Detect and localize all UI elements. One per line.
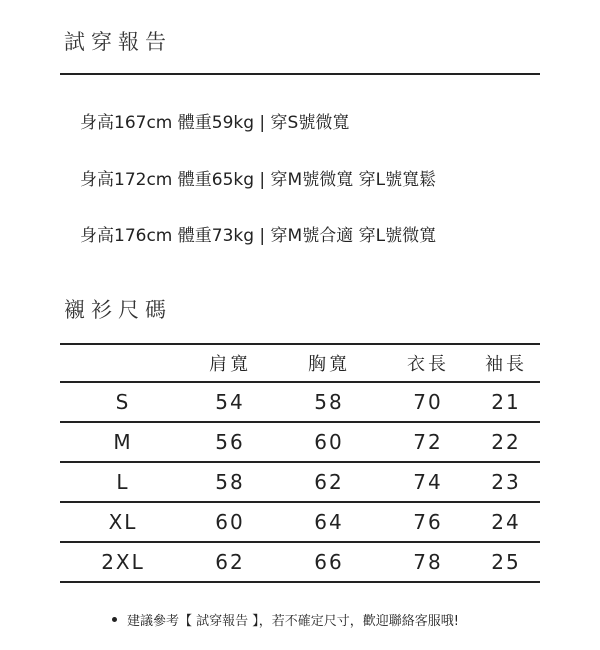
size-table bbox=[60, 343, 540, 583]
length-value: 74 bbox=[413, 470, 443, 494]
title-divider bbox=[60, 73, 540, 75]
size-label: L bbox=[116, 470, 130, 494]
shoulder-value: 60 bbox=[215, 510, 245, 534]
size-label: 2XL bbox=[101, 550, 145, 574]
size-label: XL bbox=[108, 510, 138, 534]
bullet-icon bbox=[112, 617, 117, 622]
table-row bbox=[60, 502, 540, 542]
report-entry: 身高167cm 體重59kg | 穿S號微寬 bbox=[80, 113, 350, 133]
header-sleeve: 袖長 bbox=[485, 354, 527, 375]
size-label: S bbox=[115, 390, 131, 414]
sleeve-value: 23 bbox=[491, 470, 521, 494]
footnote-text: 建議參考【 試穿報告 】，若不確定尺寸，歡迎聯絡客服哦! bbox=[127, 614, 459, 629]
length-value: 78 bbox=[413, 550, 443, 574]
length-value: 72 bbox=[413, 430, 443, 454]
size-label: M bbox=[113, 430, 133, 454]
report-title: 試穿報告 bbox=[64, 30, 172, 54]
table-row bbox=[60, 422, 540, 462]
footnote bbox=[112, 610, 459, 629]
table-row bbox=[60, 542, 540, 582]
report-entry: 身高172cm 體重65kg | 穿M號微寬 穿L號寬鬆 bbox=[80, 170, 437, 190]
length-value: 70 bbox=[413, 390, 443, 414]
table-header-row bbox=[60, 344, 540, 382]
header-chest: 胸寬 bbox=[308, 354, 350, 375]
shoulder-value: 56 bbox=[215, 430, 245, 454]
header-cell-blank bbox=[60, 344, 186, 382]
header-shoulder: 肩寬 bbox=[209, 354, 251, 375]
table-row bbox=[60, 462, 540, 502]
table-row bbox=[60, 382, 540, 422]
chest-value: 60 bbox=[314, 430, 344, 454]
chest-value: 64 bbox=[314, 510, 344, 534]
shoulder-value: 58 bbox=[215, 470, 245, 494]
sleeve-value: 22 bbox=[491, 430, 521, 454]
sleeve-value: 25 bbox=[491, 550, 521, 574]
report-entry: 身高176cm 體重73kg | 穿M號合適 穿L號微寬 bbox=[80, 226, 437, 246]
shoulder-value: 62 bbox=[215, 550, 245, 574]
shoulder-value: 54 bbox=[215, 390, 245, 414]
length-value: 76 bbox=[413, 510, 443, 534]
size-chart-title: 襯衫尺碼 bbox=[64, 298, 172, 322]
sleeve-value: 24 bbox=[491, 510, 521, 534]
header-length: 衣長 bbox=[407, 354, 449, 375]
chest-value: 66 bbox=[314, 550, 344, 574]
chest-value: 62 bbox=[314, 470, 344, 494]
sleeve-value: 21 bbox=[491, 390, 521, 414]
chest-value: 58 bbox=[314, 390, 344, 414]
